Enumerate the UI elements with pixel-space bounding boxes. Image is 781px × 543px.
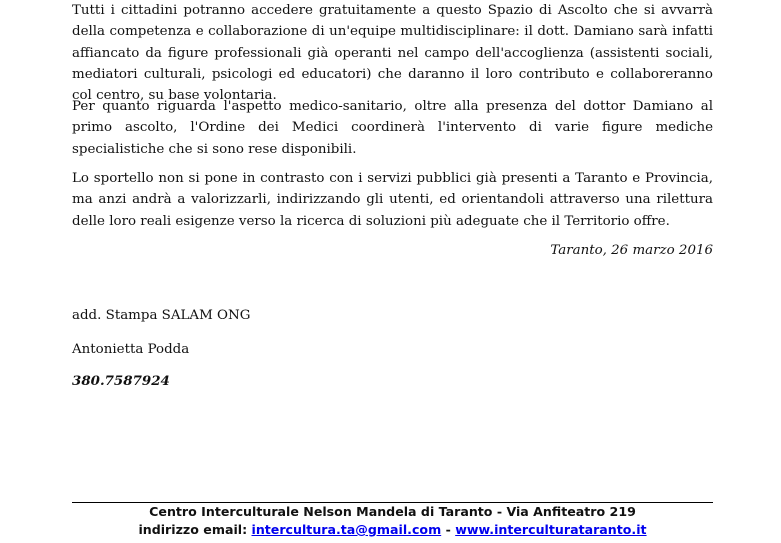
signatory-name: Antonietta Podda	[72, 342, 190, 357]
page-footer	[72, 503, 713, 539]
document-page	[72, 0, 713, 543]
footer-address: Centro Interculturale Nelson Mandela di Taranto - Via Anfiteatro 219	[149, 504, 636, 519]
press-office-label: add. Stampa SALAM ONG	[72, 308, 251, 323]
footer-email-label: indirizzo email:	[138, 522, 252, 537]
paragraph-public-services: Lo sportello non si pone in contrasto con i servizi pubblici già presenti a Taranto e Provincia, ma anzi andrà a valorizzarli, indirizzando gli utenti, ed orientandoli attraverso una rilettura delle loro reali esigenze verso la ricerca di soluzioni più adeguate che il Territorio offre.	[72, 171, 713, 229]
paragraph-listening-space: Tutti i cittadini potranno accedere gratuitamente a questo Spazio di Ascolto che si avvarrà della competenza e collaborazione di un'equipe multidisciplinare: il dott. Damiano sarà infatti affiancato da figure professionali già operanti nel campo dell'accoglienza (assistenti sociali, mediatori culturali, psicologi ed educatori) che daranno il loro contributo e collaboreranno col centro, su base volontaria.	[72, 3, 713, 104]
signatory-phone: 380.7587924	[72, 373, 170, 389]
footer-website-link[interactable]: www.interculturataranto.it	[455, 522, 647, 537]
footer-separator: -	[441, 522, 456, 537]
paragraph-medical-aspect: Per quanto riguarda l'aspetto medico-sanitario, oltre alla presenza del dottor Damiano al primo ascolto, l'Ordine dei Medici coordinerà l'intervento di varie figure mediche specialistiche che si sono rese disponibili.	[72, 99, 713, 157]
footer-email-link[interactable]: intercultura.ta@gmail.com	[251, 522, 442, 537]
dateline: Taranto, 26 marzo 2016	[550, 243, 713, 258]
footer-contacts	[72, 521, 713, 539]
